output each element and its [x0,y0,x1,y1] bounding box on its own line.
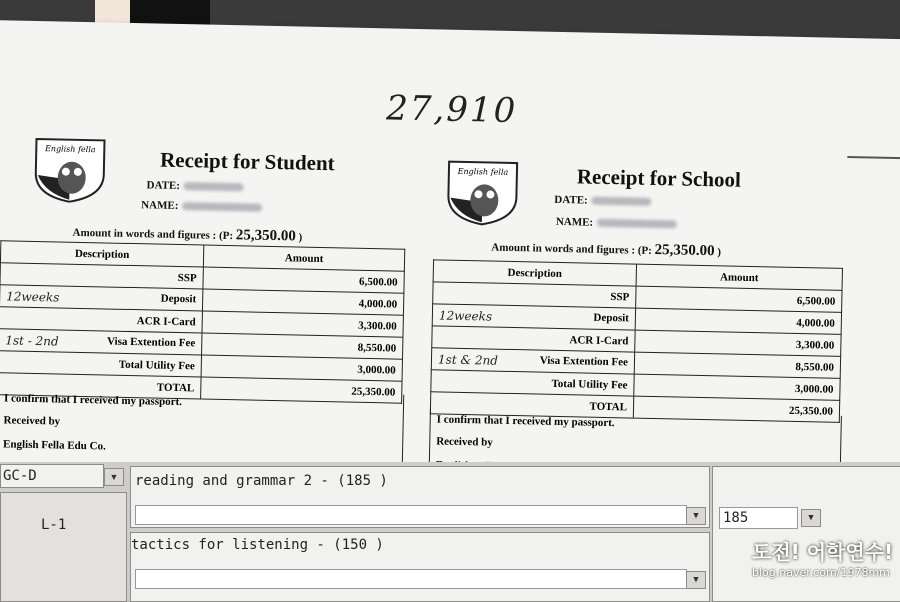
name-line: NAME: [141,199,263,214]
amount-header: Amount [636,264,842,290]
table-row: SSP 6,500.00 [0,263,404,293]
receipt-sheet [0,20,900,489]
class-code-select[interactable]: GC-D [0,464,104,488]
date-line: DATE: [554,194,652,208]
amount-in-words: Amount in words and figures : (P: 25,350.00 ) [491,241,722,260]
english-fella-logo [33,133,106,204]
watermark-url: blog.naver.com/1978mm [752,566,890,579]
chevron-down-icon[interactable]: ▼ [686,507,706,525]
course-cell-1 [130,466,710,528]
course-1-label: reading and grammar 2 - (185 ) [135,473,388,489]
name-line: NAME: [556,216,678,231]
company-name: English Fella Edu Co. [2,438,106,453]
table-row: SSP 6,500.00 [433,282,842,313]
table-row: ACR I-Card 3,300.00 [0,307,403,337]
school-receipt [435,149,865,449]
handwritten-note: 12weeks [6,288,60,305]
amount-in-words: Amount in words and figures : (P: 25,350.00 ) [72,226,303,245]
handwritten-note: 1st - 2nd [5,332,59,349]
receipt-title: Receipt for Student [159,147,335,176]
handwritten-total: 27,910 [385,88,518,132]
chevron-down-icon[interactable]: ▼ [686,571,706,589]
chevron-down-icon[interactable]: ▼ [801,509,821,527]
table-row: 1st - 2nd Visa Extention Fee 8,550.00 [0,329,403,359]
receipt-title: Receipt for School [576,164,742,192]
logo-text: English fella [44,144,96,155]
receipt-footer [0,386,404,474]
course-cell-2 [130,532,710,602]
course-1-select[interactable] [135,505,687,525]
total-row: TOTAL 25,350.00 [0,373,402,403]
room-select[interactable]: 185 [719,507,798,529]
table-row: 1st & 2nd Visa Extention Fee 8,550.00 [431,348,840,379]
passport-confirmation: I confirm that I received my passport. [3,392,183,409]
chevron-down-icon[interactable]: ▼ [104,468,124,486]
handwritten-note: 12weeks [438,307,493,324]
course-form [0,462,900,600]
table-row: Total Utility Fee 3,000.00 [0,351,402,381]
passport-confirmation: I confirm that I received my passport. [436,413,615,430]
student-receipt [2,132,413,453]
level-cell [0,492,127,602]
total-row: TOTAL 25,350.00 [430,392,839,423]
table-row: 12weeks Deposit 4,000.00 [0,285,404,315]
english-fella-logo [446,156,519,227]
course-2-select[interactable] [135,569,687,589]
table-row: Total Utility Fee 3,000.00 [431,370,840,401]
date-line: DATE: [146,179,244,193]
received-by: Received by [436,435,493,449]
received-by: Received by [3,414,61,428]
items-table [0,240,405,403]
table-row: 12weeks Deposit 4,000.00 [432,304,841,335]
logo-text: English fella [457,166,509,177]
pen-mark [847,156,900,159]
amount-header: Amount [203,245,404,271]
description-header: Description [0,241,203,267]
handwritten-note: 1st & 2nd [437,351,499,368]
level-label: L-1 [41,517,67,533]
room-cell [712,466,900,602]
table-row: ACR I-Card 3,300.00 [432,326,841,357]
description-header: Description [433,260,636,286]
watermark-title: 도전! 어학연수! [752,540,894,564]
course-2-label: tactics for listening - (150 ) [131,537,384,553]
items-table [430,259,843,423]
